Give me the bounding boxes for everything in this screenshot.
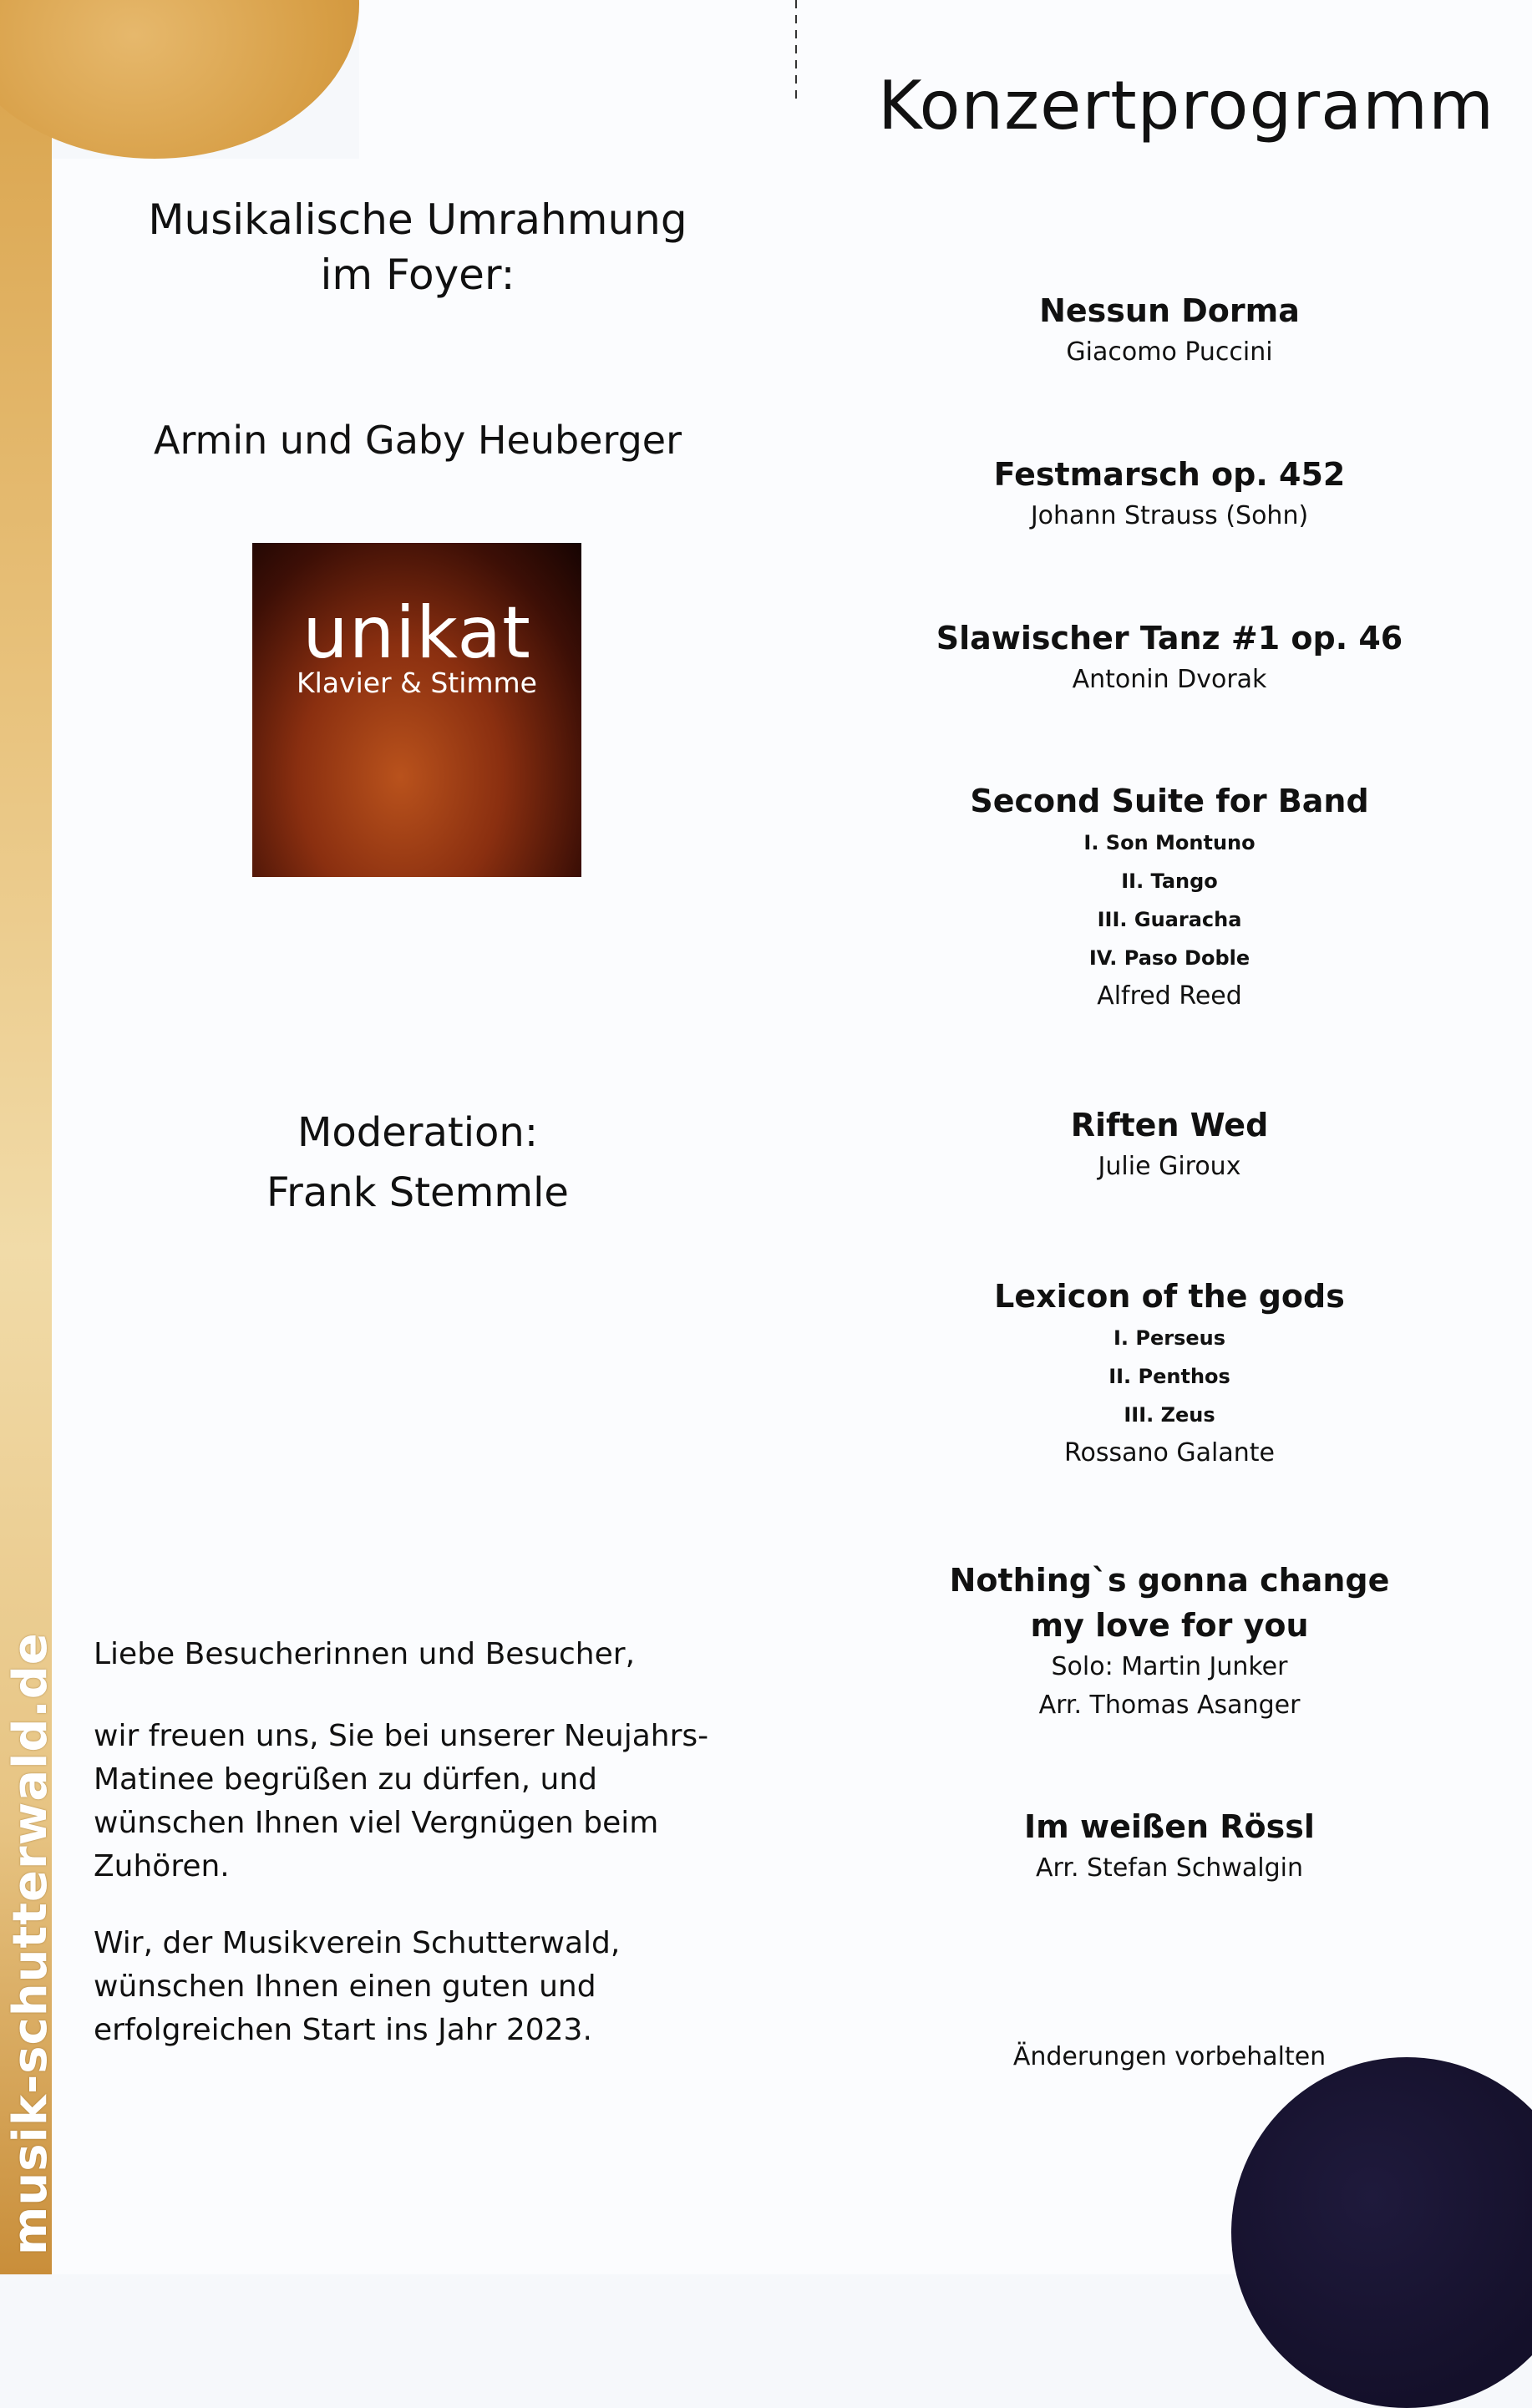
changes-note: Änderungen vorbehalten bbox=[1012, 2042, 1327, 2071]
piece-movement: I. Perseus bbox=[1113, 1326, 1226, 1350]
piece-title: Nessun Dorma bbox=[1039, 292, 1300, 329]
greeting: Liebe Besucherinnen und Besucher, bbox=[94, 1637, 636, 1671]
program-piece bbox=[927, 1103, 1412, 1186]
piece-title: Second Suite for Band bbox=[970, 783, 1369, 819]
piece-movement: I. Son Montuno bbox=[1083, 831, 1256, 854]
program-piece bbox=[927, 1804, 1412, 1888]
piece-composer: Giacomo Puccini bbox=[1066, 337, 1273, 367]
piece-title: Lexicon of the gods bbox=[994, 1278, 1345, 1315]
unikat-logo bbox=[252, 543, 581, 877]
para2-line2: wünschen Ihnen einen guten und bbox=[94, 1969, 596, 2004]
piece-composer: Alfred Reed bbox=[1097, 981, 1242, 1011]
letter-paragraph-2 bbox=[94, 1922, 779, 2052]
moderator-name: Frank Stemmle bbox=[266, 1169, 569, 1216]
para1-line1: wir freuen uns, Sie bei unserer Neujahrs- bbox=[94, 1719, 709, 1753]
program-piece bbox=[927, 1558, 1412, 1725]
piece-composer: Antonin Dvorak bbox=[1072, 665, 1267, 694]
artists-name: Armin und Gaby Heuberger bbox=[153, 418, 682, 463]
piece-title-line1: Nothing`s gonna change bbox=[949, 1562, 1390, 1599]
piece-movement: II. Penthos bbox=[1108, 1365, 1230, 1388]
piece-movement: IV. Paso Doble bbox=[1088, 946, 1250, 970]
logo-subtitle: Klavier & Stimme bbox=[297, 667, 537, 699]
piece-arranger: Arr. Thomas Asanger bbox=[1038, 1691, 1301, 1720]
piece-soloist: Solo: Martin Junker bbox=[1051, 1652, 1288, 1681]
fold-line bbox=[795, 0, 797, 104]
piece-title: Im weißen Rössl bbox=[1024, 1808, 1315, 1845]
piece-composer: Rossano Galante bbox=[1064, 1438, 1275, 1468]
piece-arranger: Arr. Stefan Schwalgin bbox=[1036, 1853, 1303, 1883]
foyer-heading-line1: Musikalische Umrahmung bbox=[148, 195, 687, 244]
foyer-heading bbox=[84, 192, 752, 302]
piece-title-line2: my love for you bbox=[1030, 1607, 1309, 1644]
program-piece bbox=[927, 616, 1412, 699]
piece-movement: III. Guaracha bbox=[1097, 908, 1242, 931]
para2-line3: erfolgreichen Start ins Jahr 2023. bbox=[94, 2013, 592, 2047]
program-piece bbox=[927, 452, 1412, 535]
program-title: Konzertprogramm bbox=[877, 67, 1494, 144]
program-piece bbox=[927, 1274, 1412, 1473]
letter-paragraph-1 bbox=[94, 1715, 779, 1888]
program-piece bbox=[927, 288, 1412, 372]
website-vertical-text: musik-schutterwald.de bbox=[3, 1632, 58, 2255]
piece-movement: II. Tango bbox=[1121, 869, 1218, 893]
para2-line1: Wir, der Musikverein Schutterwald, bbox=[94, 1926, 621, 1960]
piece-title: Festmarsch op. 452 bbox=[993, 456, 1346, 493]
piece-title: Slawischer Tanz #1 op. 46 bbox=[936, 620, 1403, 656]
foyer-heading-line2: im Foyer: bbox=[320, 251, 515, 299]
piece-movement: III. Zeus bbox=[1124, 1403, 1215, 1427]
gold-corner-shape bbox=[0, 0, 359, 159]
welcome-letter bbox=[94, 1633, 779, 2086]
logo-brand: unikat bbox=[302, 591, 531, 675]
para1-line2: Matinee begrüßen zu dürfen, und bbox=[94, 1762, 597, 1797]
para1-line3: wünschen Ihnen viel Vergnügen beim Zuhören. bbox=[94, 1806, 659, 1883]
moderation-label: Moderation: bbox=[297, 1109, 539, 1156]
piece-title: Riften Wed bbox=[1070, 1107, 1269, 1143]
piece-composer: Johann Strauss (Sohn) bbox=[1030, 501, 1309, 530]
piece-composer: Julie Giroux bbox=[1098, 1152, 1241, 1181]
moderation-block bbox=[84, 1103, 752, 1223]
program-piece bbox=[927, 778, 1412, 1016]
